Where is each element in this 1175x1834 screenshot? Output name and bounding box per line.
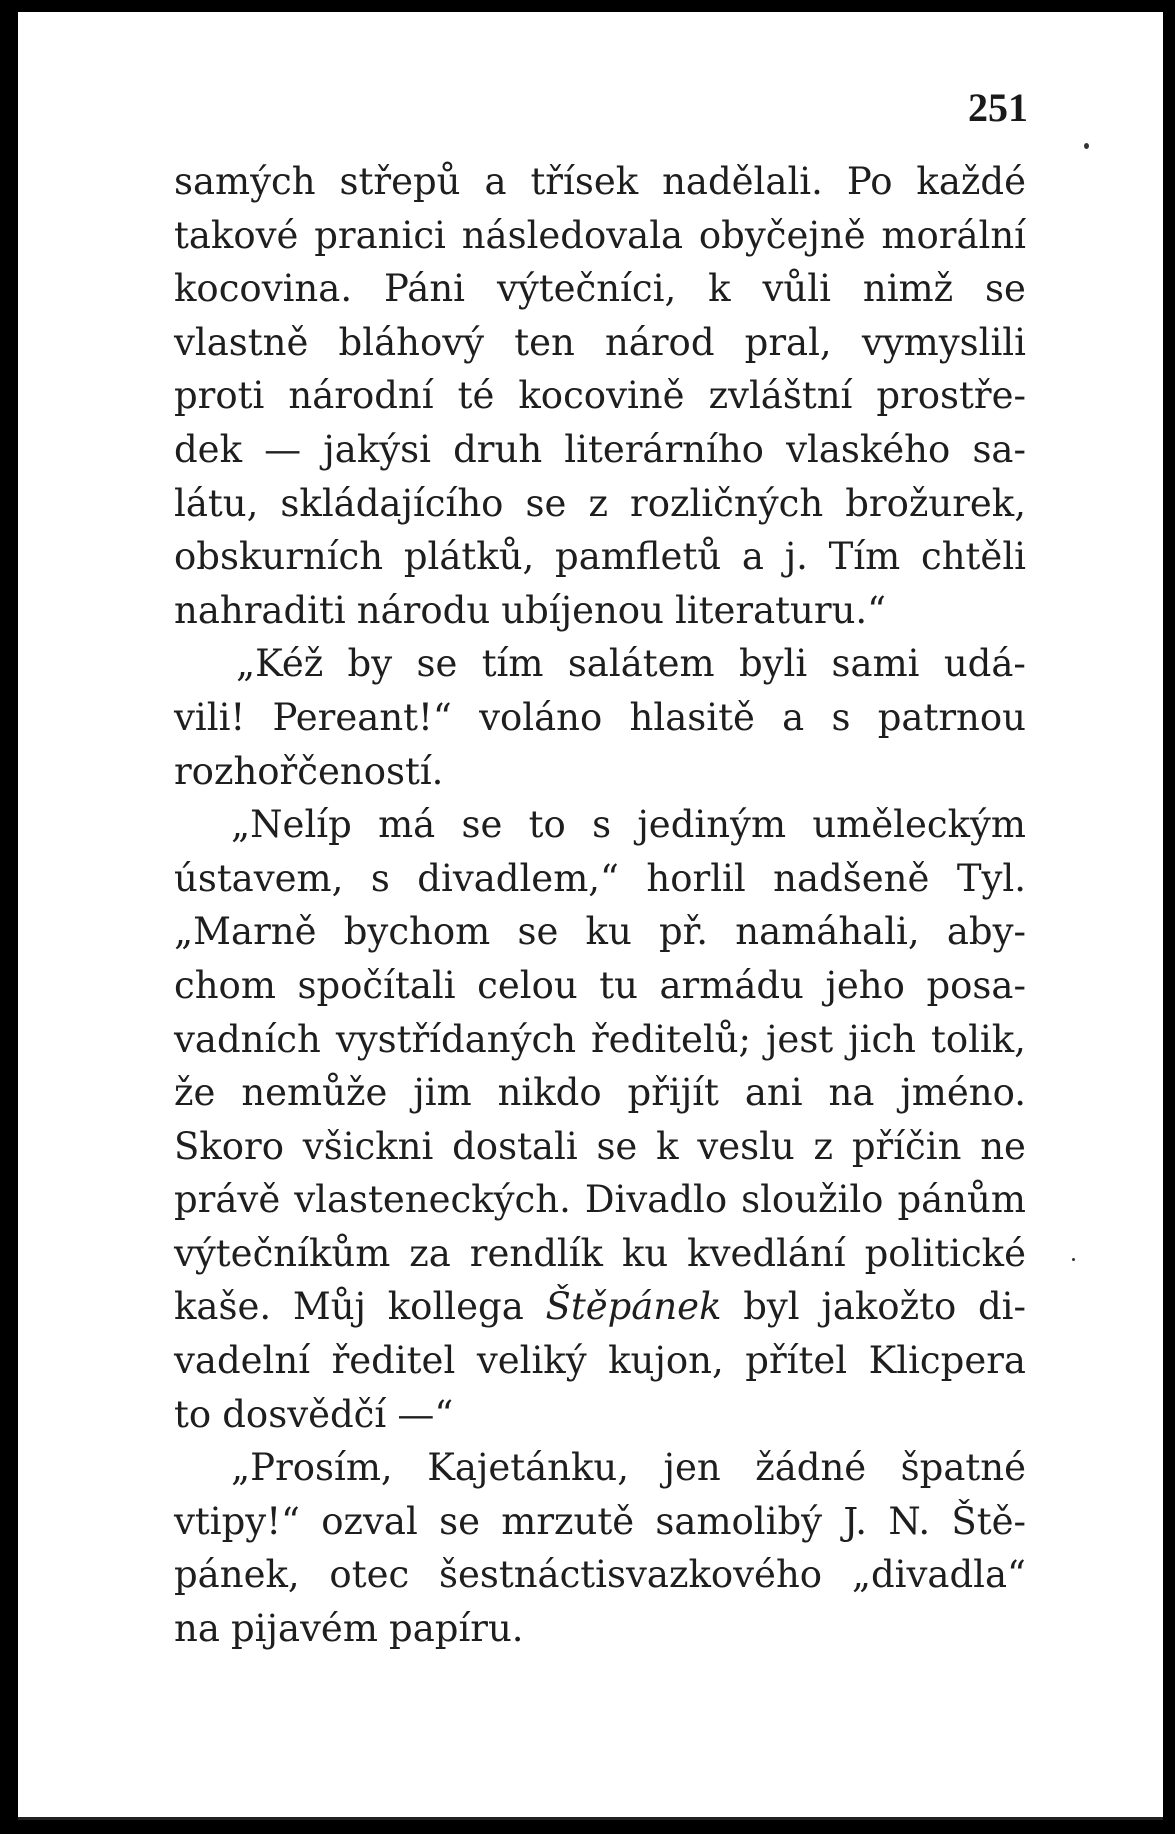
text-line: to dosvědčí —“ xyxy=(174,1392,454,1436)
text-line: takové pranici následovala obyčejně morální xyxy=(174,213,1026,257)
text-line: „Marně bychom se ku př. namáhali, aby- xyxy=(174,910,1026,954)
text-line: kocovina. Páni výtečníci, k vůli nimž se xyxy=(174,267,1026,311)
text-line: obskurních plátků, pamfletů a j. Tím chtěli xyxy=(174,535,1026,579)
text-line: „Prosím, Kajetánku, jen žádné špatné xyxy=(231,1446,1026,1490)
text-line: „Nelíp má se to s jediným uměleckým xyxy=(231,803,1026,847)
print-speck xyxy=(1084,143,1089,149)
page-number: 251 xyxy=(968,85,1028,130)
text-line: Skoro všickni dostali se k veslu z příčin ne xyxy=(174,1124,1026,1168)
text-line: ústavem, s divadlem,“ horlil nadšeně Tyl. xyxy=(174,856,1026,900)
text-line: právě vlasteneckých. Divadlo sloužilo pánům xyxy=(174,1178,1026,1222)
text-line: vadelní ředitel veliký kujon, přítel Klicpera xyxy=(174,1339,1026,1383)
text-line: proti národní té kocovině zvláštní prostře- xyxy=(174,374,1026,418)
book-page xyxy=(18,12,1163,1820)
text-line: že nemůže jim nikdo přijít ani na jméno. xyxy=(174,1071,1026,1115)
text-line: samých střepů a třísek nadělali. Po každé xyxy=(174,160,1026,203)
text-line: výtečníkům za rendlík ku kvedlání politické xyxy=(174,1231,1026,1275)
text-line: vlastně bláhový ten národ pral, vymyslili xyxy=(174,320,1026,364)
text-line: na pijavém papíru. xyxy=(174,1607,524,1651)
body-text xyxy=(174,155,1026,1656)
text-line: kaše. Můj kollega Štěpánek byl jakožto di- xyxy=(174,1285,1026,1329)
text-line: rozhořčeností. xyxy=(174,749,444,793)
text-line: látu, skládajícího se z rozličných brožurek, xyxy=(174,481,1026,525)
text-line: vtipy!“ ozval se mrzutě samolibý J. N. Ště- xyxy=(174,1499,1026,1543)
text-line: dek — jakýsi druh literárního vlaského sa- xyxy=(174,427,1026,471)
text-line: chom spočítali celou tu armádu jeho posa- xyxy=(174,963,1026,1007)
text-line: „Kéž by se tím salátem byli sami udá- xyxy=(236,642,1026,686)
text-line: vadních vystřídaných ředitelů; jest jich tolik, xyxy=(174,1017,1026,1061)
text-line: nahraditi národu ubíjenou literaturu.“ xyxy=(174,588,887,632)
text-line: vili! Pereant!“ voláno hlasitě a s patrnou xyxy=(174,695,1026,739)
print-speck xyxy=(1072,1258,1075,1261)
text-line: pánek, otec šestnáctisvazkového „divadla“ xyxy=(174,1553,1026,1597)
